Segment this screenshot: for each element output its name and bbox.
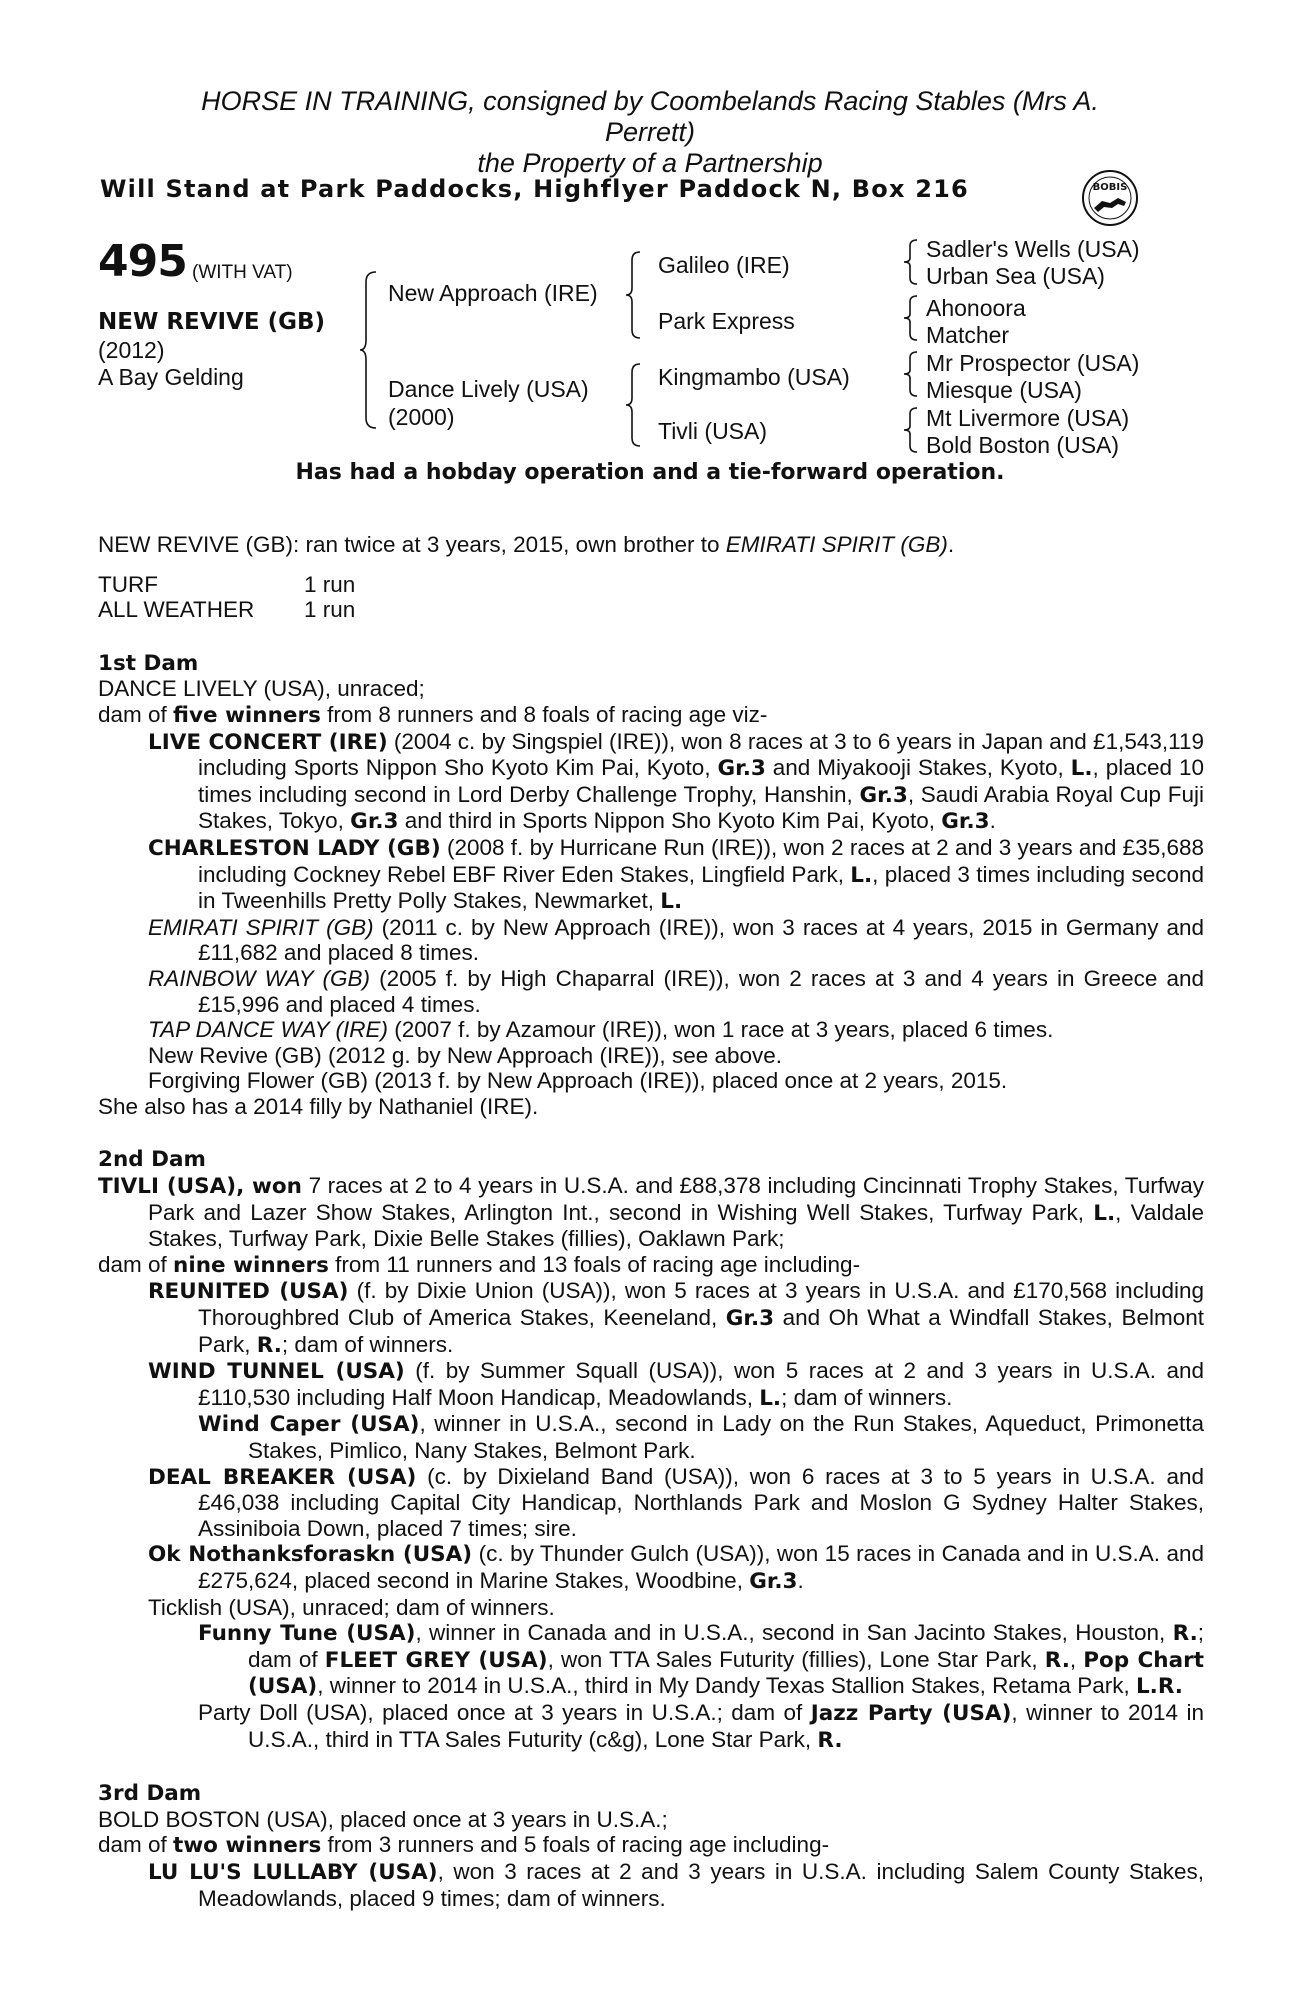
third-dam-intro: BOLD BOSTON (USA), placed once at 3 years in U.S.A.; — [98, 1806, 668, 1832]
horse-name: NEW REVIVE (GB) — [98, 309, 326, 335]
dam-dam: Tivli (USA) — [658, 418, 768, 444]
produce-entry: DEAL BREAKER (USA) (c. by Dixieland Band (USA)), won 6 races at 3 to 5 years in U.S.A. and £46,038 including Capital City Handicap, Northlands Park and Moslon G Sydney Halter Stakes, Assiniboia Down, placed 7 times; sire. — [148, 1463, 1204, 1541]
produce-entry: Forgiving Flower (GB) (2013 f. by New Approach (IRE)), placed once at 2 years, 2015. — [148, 1068, 1008, 1094]
lot-number: 495 — [98, 236, 187, 287]
pedigree-brace-dd — [903, 406, 919, 454]
produce-entry: Ok Nothanksforaskn (USA) (c. by Thunder Gulch (USA)), won 15 races in Canada and in U.S.A. and £275,624, placed second in Marine Stakes, Woodbine, Gr.3. — [148, 1541, 1204, 1594]
race-summary: NEW REVIVE (GB): ran twice at 3 years, 2015, own brother to EMIRATI SPIRIT (GB). — [98, 532, 955, 557]
ggp-3: Ahonoora — [926, 295, 1026, 321]
dam-sire: Kingmambo (USA) — [658, 364, 850, 390]
horse-year: (2012) — [98, 337, 165, 363]
race-stats — [98, 572, 1204, 623]
produce-entry: LU LU'S LULLABY (USA), won 3 races at 2 and 3 years in U.S.A. including Salem County Stakes, Meadowlands, placed 9 times; dam of winners. — [148, 1858, 1205, 1911]
first-dam-heading: 1st Dam — [98, 650, 199, 676]
second-dam-produce: dam of nine winners from 11 runners and 13 foals of racing age including- — [98, 1251, 861, 1278]
ggp-5: Mr Prospector (USA) — [926, 350, 1140, 376]
produce-entry: CHARLESTON LADY (GB) (2008 f. by Hurricane Run (IRE)), won 2 races at 2 and 3 years and £35,688 including Cockney Rebel EBF River Eden Stakes, Lingfield Park, L., placed 3 times including second in Tweenhills Pretty Polly Stakes, Newmarket, L. — [148, 834, 1205, 915]
second-dam-heading: 2nd Dam — [98, 1147, 206, 1173]
produce-entry: New Revive (GB) (2012 g. by New Approach (IRE)), see above. — [148, 1042, 783, 1068]
third-dam-produce: dam of two winners from 3 runners and 5 foals of racing age including- — [98, 1832, 830, 1859]
produce-entry: Ticklish (USA), unraced; dam of winners. — [148, 1594, 555, 1620]
ggp-1: Sadler's Wells (USA) — [926, 236, 1140, 262]
operation-note: Has had a hobday operation and a tie-forward operation. — [295, 460, 1005, 485]
pedigree-brace-dam — [626, 362, 644, 448]
catalogue-body — [98, 512, 1204, 1911]
pedigree-brace-ds — [903, 350, 919, 398]
stat-label: ALL WEATHER — [98, 597, 255, 623]
bobis-logo — [1080, 168, 1140, 233]
stat-label: TURF — [98, 571, 158, 597]
property-line: the Property of a Partnership — [477, 148, 823, 178]
sire-dam: Park Express — [658, 308, 795, 334]
pedigree-brace-main — [360, 270, 380, 430]
third-dam-heading: 3rd Dam — [98, 1781, 202, 1807]
produce-entry: RAINBOW WAY (GB) (2005 f. by High Chaparral (IRE)), won 2 races at 3 and 4 years in Greece and £15,996 and placed 4 times. — [148, 965, 1204, 1017]
produce-entry: TAP DANCE WAY (IRE) (2007 f. by Azamour (IRE)), won 1 race at 3 years, placed 6 times. — [148, 1017, 1054, 1043]
stat-value: 1 run — [304, 597, 356, 623]
ggp-6: Miesque (USA) — [926, 377, 1082, 403]
produce-entry: EMIRATI SPIRIT (GB) (2011 c. by New Approach (IRE)), won 3 races at 4 years, 2015 in Germany and £11,682 and placed 8 times. — [148, 914, 1204, 966]
location-line: Will Stand at Park Paddocks, Highflyer Paddock N, Box 216 — [100, 175, 969, 203]
dam: Dance Lively (USA) — [388, 376, 589, 402]
bobis-logo-text: BOBIS — [1092, 182, 1128, 193]
pedigree-brace-sd — [903, 294, 919, 342]
consignor-line-2: Perrett) — [604, 117, 696, 147]
dam-year: (2000) — [388, 404, 455, 430]
sire: New Approach (IRE) — [388, 280, 598, 306]
second-dam-intro: TIVLI (USA), won 7 races at 2 to 4 years in U.S.A. and £88,378 including Cincinnati Trophy Stakes, Turfway Park and Lazer Show Stakes, Arlington Int., second in Wishing Well Stakes, Turfway Park, L., Valdale Stakes, Turfway Park, Dixie Belle Stakes (fillies), Oaklawn Park; — [98, 1173, 1204, 1252]
produce-note: She also has a 2014 filly by Nathaniel (IRE). — [98, 1093, 539, 1119]
first-dam-produce: dam of five winners from 8 runners and 8 foals of racing age viz- — [98, 701, 768, 728]
first-dam-intro: DANCE LIVELY (USA), unraced; — [98, 676, 425, 702]
ggp-2: Urban Sea (USA) — [926, 263, 1105, 289]
produce-entry: Funny Tune (USA), winner in Canada and in U.S.A., second in San Jacinto Stakes, Houston, R.; dam of FLEET GREY (USA), won TTA Sales Futurity (fillies), Lone Star Park, R., Pop Chart (USA), winner to 2014 in U.S.A., third in My Dandy Texas Stallion Stakes, Retama Park, L.R. — [198, 1620, 1204, 1700]
stat-value: 1 run — [304, 571, 356, 597]
ggp-4: Matcher — [926, 322, 1010, 348]
vat-label: (WITH VAT) — [192, 262, 293, 283]
produce-entry: REUNITED (USA) (f. by Dixie Union (USA)), won 5 races at 3 years in U.S.A. and £170,568 including Thoroughbred Club of America Stakes, Keeneland, Gr.3 and Oh What a Windfall Stakes, Belmont Park, R.; dam of winners. — [148, 1278, 1204, 1358]
horse-description: A Bay Gelding — [98, 364, 244, 390]
produce-entry: LIVE CONCERT (IRE) (2004 c. by Singspiel (IRE)), won 8 races at 3 to 6 years in Japan and £1,543,119 including Sports Nippon Sho Kyoto Kim Pai, Kyoto, Gr.3 and Miyakooji Stakes, Kyoto, L., placed 10 times including second in Lord Derby Challenge Trophy, Hanshin, Gr.3, Saudi Arabia Royal Cup Fuji Stakes, Tokyo, Gr.3 and third in Sports Nippon Sho Kyoto Kim Pai, Kyoto, Gr.3. — [148, 728, 1204, 835]
produce-entry: Party Doll (USA), placed once at 3 years in U.S.A.; dam of Jazz Party (USA), winner to 2014 in U.S.A., third in TTA Sales Futurity (c&g), Lone Star Park, R. — [198, 1699, 1205, 1753]
ggp-7: Mt Livermore (USA) — [926, 405, 1130, 431]
ggp-8: Bold Boston (USA) — [926, 432, 1120, 458]
produce-entry: WIND TUNNEL (USA) (f. by Summer Squall (USA)), won 5 races at 2 and 3 years in U.S.A. and £110,530 including Half Moon Handicap, Meadowlands, L.; dam of winners. — [148, 1358, 1205, 1411]
pedigree-brace-ss — [903, 238, 919, 286]
pedigree-brace-sire — [626, 250, 644, 340]
sire-sire: Galileo (IRE) — [658, 252, 790, 278]
produce-entry: Wind Caper (USA), winner in U.S.A., second in Lady on the Run Stakes, Aqueduct, Primonetta Stakes, Pimlico, Nany Stakes, Belmont Park. — [198, 1411, 1204, 1463]
consignor-line: HORSE IN TRAINING, consigned by Coombelands Racing Stables (Mrs A. — [201, 86, 1099, 116]
